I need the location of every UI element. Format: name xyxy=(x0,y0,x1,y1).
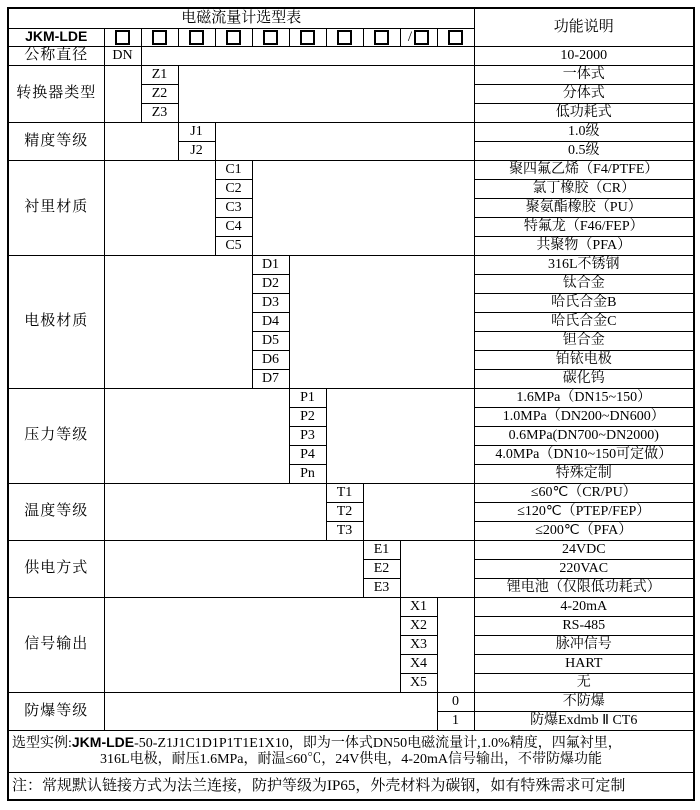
model-box-cell xyxy=(178,28,215,46)
example-line2: 316L电极，耐压1.6MPa，耐温≤60℃，24V供电，4-20mA信号输出，不带防爆功能 xyxy=(100,751,602,767)
spacer-cell xyxy=(215,122,474,160)
model-box-cell xyxy=(104,28,141,46)
spacer-cell xyxy=(400,540,474,597)
model-box-cell xyxy=(289,28,326,46)
table-title: 电磁流量计选型表 xyxy=(8,8,474,28)
description-cell: 无 xyxy=(474,673,694,692)
checkbox xyxy=(448,30,463,45)
description-cell: 24VDC xyxy=(474,540,694,559)
category-label: 温度等级 xyxy=(8,483,104,540)
example-model: JKM-LDE xyxy=(71,734,135,751)
code-cell: D3 xyxy=(252,293,289,312)
category-label: 公称直径 xyxy=(8,46,104,65)
description-cell: ≤60℃（CR/PU） xyxy=(474,483,694,502)
description-cell: ≤200℃（PFA） xyxy=(474,521,694,540)
code-cell: 0 xyxy=(437,692,474,711)
spacer-cell xyxy=(326,388,474,483)
spacer-cell xyxy=(437,597,474,692)
description-cell: 聚氨酯橡胶（PU） xyxy=(474,198,694,217)
example-prefix: 选型实例: xyxy=(12,736,72,752)
description-cell: 1.6MPa（DN15~150） xyxy=(474,388,694,407)
function-header: 功能说明 xyxy=(474,8,694,46)
code-cell: P1 xyxy=(289,388,326,407)
spacer-cell xyxy=(252,160,474,255)
description-cell: 10-2000 xyxy=(474,46,694,65)
code-cell: 1 xyxy=(437,711,474,730)
category-label: 电极材质 xyxy=(8,255,104,388)
code-cell: X1 xyxy=(400,597,437,616)
checkbox xyxy=(374,30,389,45)
description-cell: 4-20mA xyxy=(474,597,694,616)
code-cell: D6 xyxy=(252,350,289,369)
description-cell: 220VAC xyxy=(474,559,694,578)
checkbox xyxy=(226,30,241,45)
description-cell: 316L不锈钢 xyxy=(474,255,694,274)
model-box-cell xyxy=(363,28,400,46)
code-cell: D5 xyxy=(252,331,289,350)
description-cell: 一体式 xyxy=(474,65,694,84)
description-cell: RS-485 xyxy=(474,616,694,635)
description-cell: 铂铱电极 xyxy=(474,350,694,369)
model-box-cell xyxy=(252,28,289,46)
description-cell: 哈氏合金B xyxy=(474,293,694,312)
code-cell: J1 xyxy=(178,122,215,141)
code-cell: DN xyxy=(104,46,141,65)
description-cell: 哈氏合金C xyxy=(474,312,694,331)
description-cell: 0.6MPa(DN700~DN2000) xyxy=(474,426,694,445)
spacer-cell xyxy=(104,597,400,692)
code-cell: X4 xyxy=(400,654,437,673)
model-box-cell xyxy=(400,28,437,46)
model-box-cell xyxy=(141,28,178,46)
spacer-cell xyxy=(104,692,437,730)
code-cell: C4 xyxy=(215,217,252,236)
code-cell: X5 xyxy=(400,673,437,692)
slash-mark: / xyxy=(407,28,413,45)
description-cell: 不防爆 xyxy=(474,692,694,711)
description-cell: 4.0MPa（DN10~150可定做） xyxy=(474,445,694,464)
description-cell: 钛合金 xyxy=(474,274,694,293)
code-cell: X3 xyxy=(400,635,437,654)
category-label: 防爆等级 xyxy=(8,692,104,730)
code-cell: Z3 xyxy=(141,103,178,122)
description-cell: 碳化钨 xyxy=(474,369,694,388)
code-cell: E2 xyxy=(363,559,400,578)
spacer-cell xyxy=(178,65,474,122)
description-cell: ≤120℃（PTEP/FEP） xyxy=(474,502,694,521)
code-cell: T1 xyxy=(326,483,363,502)
spacer-cell xyxy=(104,540,363,597)
description-cell: 0.5级 xyxy=(474,141,694,160)
code-cell: T2 xyxy=(326,502,363,521)
description-cell: 1.0级 xyxy=(474,122,694,141)
model-box-cell xyxy=(326,28,363,46)
checkbox xyxy=(189,30,204,45)
description-cell: HART xyxy=(474,654,694,673)
description-cell: 聚四氟乙烯（F4/PTFE） xyxy=(474,160,694,179)
description-cell: 低功耗式 xyxy=(474,103,694,122)
description-cell: 钽合金 xyxy=(474,331,694,350)
category-label: 信号输出 xyxy=(8,597,104,692)
spacer-cell xyxy=(104,388,289,483)
spacer-cell xyxy=(104,160,215,255)
description-cell: 防爆Exdmb Ⅱ CT6 xyxy=(474,711,694,730)
description-cell: 锂电池（仅限低功耗式） xyxy=(474,578,694,597)
checkbox xyxy=(263,30,278,45)
code-cell: P2 xyxy=(289,407,326,426)
description-cell: 分体式 xyxy=(474,84,694,103)
spacer-cell xyxy=(104,255,252,388)
category-label: 供电方式 xyxy=(8,540,104,597)
code-cell: E1 xyxy=(363,540,400,559)
code-cell: D4 xyxy=(252,312,289,331)
code-cell: C5 xyxy=(215,236,252,255)
code-cell: D7 xyxy=(252,369,289,388)
category-label: 精度等级 xyxy=(8,122,104,160)
description-cell: 特殊定制 xyxy=(474,464,694,483)
category-label: 压力等级 xyxy=(8,388,104,483)
code-cell: D2 xyxy=(252,274,289,293)
model-name: JKM-LDE xyxy=(8,28,104,46)
spacer-cell xyxy=(104,122,178,160)
example-rest: -50-Z1J1C1D1P1T1E1X10，即为一体式DN50电磁流量计,1.0%精度，四氟衬里， xyxy=(134,736,622,752)
code-cell: J2 xyxy=(178,141,215,160)
code-cell: Z2 xyxy=(141,84,178,103)
code-cell: Pn xyxy=(289,464,326,483)
spacer-cell xyxy=(104,483,326,540)
checkbox xyxy=(115,30,130,45)
description-cell: 特氟龙（F46/FEP） xyxy=(474,217,694,236)
description-cell: 共聚物（PFA） xyxy=(474,236,694,255)
checkbox xyxy=(414,30,429,45)
code-cell: Z1 xyxy=(141,65,178,84)
example-line1 xyxy=(9,735,693,751)
checkbox xyxy=(337,30,352,45)
code-cell: E3 xyxy=(363,578,400,597)
code-cell: C1 xyxy=(215,160,252,179)
code-cell: P4 xyxy=(289,445,326,464)
spacer-cell xyxy=(141,46,474,65)
model-box-cell xyxy=(215,28,252,46)
checkbox xyxy=(300,30,315,45)
code-cell: C2 xyxy=(215,179,252,198)
spacer-cell xyxy=(104,65,141,122)
description-cell: 脉冲信号 xyxy=(474,635,694,654)
code-cell: P3 xyxy=(289,426,326,445)
spacer-cell xyxy=(363,483,474,540)
code-cell: C3 xyxy=(215,198,252,217)
description-cell: 1.0MPa（DN200~DN600） xyxy=(474,407,694,426)
checkbox xyxy=(152,30,167,45)
code-cell: D1 xyxy=(252,255,289,274)
category-label: 转换器类型 xyxy=(8,65,104,122)
code-cell: X2 xyxy=(400,616,437,635)
description-cell: 氯丁橡胶（CR） xyxy=(474,179,694,198)
category-label: 衬里材质 xyxy=(8,160,104,255)
selection-example xyxy=(8,730,694,772)
code-cell: T3 xyxy=(326,521,363,540)
spacer-cell xyxy=(289,255,474,388)
model-box-cell xyxy=(437,28,474,46)
selection-table xyxy=(7,7,695,801)
footnote: 注：常规默认链接方式为法兰连接，防护等级为IP65，外壳材料为碳钢，如有特殊需求可定制 xyxy=(8,772,694,800)
